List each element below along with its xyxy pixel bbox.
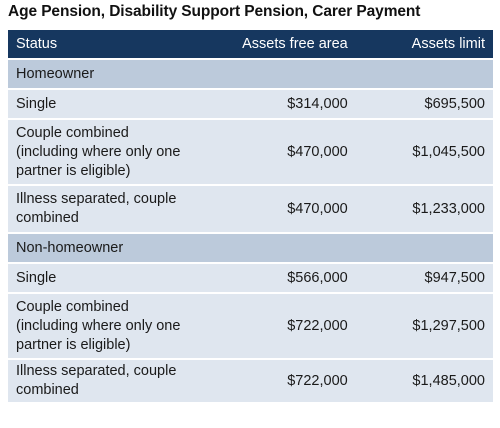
section-row-homeowner [8,59,493,89]
assets-free-area-cell: $722,000 [196,293,356,359]
assets-free-area-cell: $314,000 [196,89,356,119]
status-cell: Illness separated, couple combined [8,359,196,403]
status-cell: Single [8,89,196,119]
assets-limit-cell: $1,485,000 [356,359,493,403]
section-row-non-homeowner [8,233,493,263]
section-label: Non-homeowner [8,233,493,263]
assets-free-area-cell: $470,000 [196,119,356,185]
table-row [8,89,493,119]
status-cell: Couple combined (including where only one partner is eligible) [8,293,196,359]
table-header-row [8,30,493,59]
assets-limit-cell: $1,297,500 [356,293,493,359]
table-row [8,119,493,185]
assets-free-area-cell: $566,000 [196,263,356,293]
column-header-status: Status [8,30,196,59]
column-header-assets-limit: Assets limit [356,30,493,59]
table-title: Age Pension, Disability Support Pension, Carer Payment [8,3,421,20]
assets-free-area-cell: $470,000 [196,185,356,233]
assets-limit-cell: $1,233,000 [356,185,493,233]
assets-limit-cell: $947,500 [356,263,493,293]
table-row [8,263,493,293]
table-row [8,185,493,233]
assets-table [8,30,493,404]
table-row [8,293,493,359]
assets-free-area-cell: $722,000 [196,359,356,403]
status-cell: Illness separated, couple combined [8,185,196,233]
table-row [8,359,493,403]
assets-limit-cell: $695,500 [356,89,493,119]
section-label: Homeowner [8,59,493,89]
status-cell: Couple combined (including where only one partner is eligible) [8,119,196,185]
column-header-assets-free-area: Assets free area [196,30,356,59]
status-cell: Single [8,263,196,293]
assets-limit-cell: $1,045,500 [356,119,493,185]
